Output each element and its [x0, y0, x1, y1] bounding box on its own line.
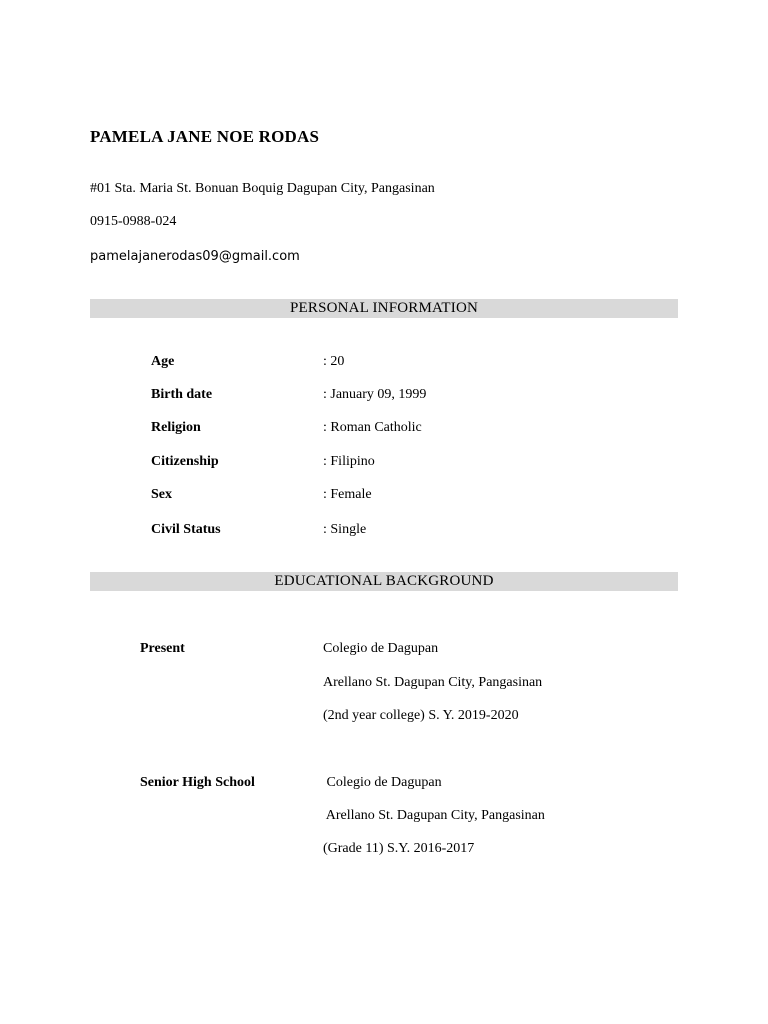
school-year: (2nd year college) S. Y. 2019-2020	[323, 708, 519, 723]
religion-value: : Roman Catholic	[323, 420, 422, 435]
civil-status-label: Civil Status	[151, 522, 221, 537]
educational-background-header	[90, 572, 678, 591]
birth-date-value: : January 09, 1999	[323, 387, 427, 402]
citizenship-value: : Filipino	[323, 454, 375, 469]
resume-name: PAMELA JANE NOE RODAS	[90, 127, 320, 146]
address: #01 Sta. Maria St. Bonuan Boquig Dagupan City, Pangasinan	[90, 181, 435, 196]
school-address: Arellano St. Dagupan City, Pangasinan	[323, 675, 543, 690]
education-level-label: Present	[140, 641, 185, 656]
sex-value: : Female	[323, 487, 372, 502]
age-value: : 20	[323, 354, 345, 369]
section-title: PERSONAL INFORMATION	[289, 300, 479, 316]
religion-label: Religion	[151, 420, 201, 435]
birth-date-label: Birth date	[151, 387, 213, 402]
school-address: Arellano St. Dagupan City, Pangasinan	[323, 808, 545, 823]
age-label: Age	[151, 354, 175, 369]
school-name: Colegio de Dagupan	[323, 775, 442, 790]
section-title: EDUCATIONAL BACKGROUND	[274, 573, 494, 589]
civil-status-value: : Single	[323, 522, 367, 537]
school-name: Colegio de Dagupan	[323, 641, 439, 656]
education-level-label: Senior High School	[140, 775, 255, 790]
phone-number: 0915-0988-024	[90, 214, 177, 229]
email-address: pamelajanerodas09@gmail.com	[90, 249, 300, 264]
sex-label: Sex	[151, 487, 172, 502]
school-year: (Grade 11) S.Y. 2016-2017	[323, 841, 475, 856]
personal-information-header	[90, 299, 678, 318]
citizenship-label: Citizenship	[151, 454, 219, 469]
